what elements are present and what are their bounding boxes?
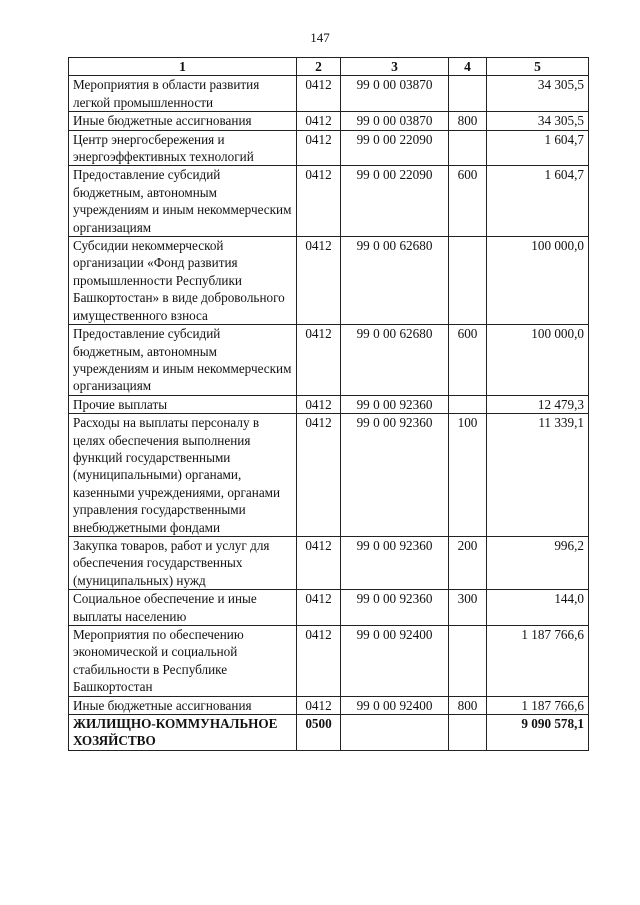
row-article-code — [341, 715, 449, 751]
row-section-code: 0412 — [297, 112, 341, 130]
row-article-code: 99 0 00 22090 — [341, 130, 449, 166]
row-name: Иные бюджетные ассигнования — [69, 112, 297, 130]
row-name: Центр энергосбережения и энергоэффективных технологий — [69, 130, 297, 166]
row-article-code: 99 0 00 92360 — [341, 536, 449, 589]
row-name: Расходы на выплаты персоналу в целях обеспечения выполнения функций государственными (муниципальными) органами, казенными учреждениями, органами управления государственными внебюджетными фондами — [69, 414, 297, 537]
row-amount: 34 305,5 — [487, 76, 589, 112]
budget-table — [68, 57, 589, 751]
table-header-row — [69, 58, 589, 76]
table-row — [69, 414, 589, 537]
header-col-1: 1 — [69, 58, 297, 76]
row-expense-type — [449, 237, 487, 325]
table-row — [69, 536, 589, 589]
table-row — [69, 237, 589, 325]
row-expense-type — [449, 395, 487, 413]
header-col-2: 2 — [297, 58, 341, 76]
row-section-code: 0412 — [297, 76, 341, 112]
row-expense-type: 100 — [449, 414, 487, 537]
row-article-code: 99 0 00 03870 — [341, 112, 449, 130]
row-name: Закупка товаров, работ и услуг для обеспечения государственных (муниципальных) нужд — [69, 536, 297, 589]
table-row — [69, 76, 589, 112]
header-col-3: 3 — [341, 58, 449, 76]
row-section-code: 0412 — [297, 536, 341, 589]
row-name: Мероприятия по обеспечению экономической и социальной стабильности в Республике Башкортостан — [69, 626, 297, 697]
table-row — [69, 696, 589, 714]
row-article-code: 99 0 00 03870 — [341, 76, 449, 112]
row-section-code: 0412 — [297, 395, 341, 413]
row-section-code: 0412 — [297, 414, 341, 537]
row-name: Предоставление субсидий бюджетным, автономным учреждениям и иным некоммерческим организациям — [69, 325, 297, 396]
table-row — [69, 130, 589, 166]
table-row — [69, 395, 589, 413]
row-section-code: 0412 — [297, 696, 341, 714]
row-amount: 12 479,3 — [487, 395, 589, 413]
row-article-code: 99 0 00 62680 — [341, 237, 449, 325]
row-expense-type — [449, 626, 487, 697]
row-amount: 1 187 766,6 — [487, 696, 589, 714]
row-name: Мероприятия в области развития легкой промышленности — [69, 76, 297, 112]
table-row — [69, 325, 589, 396]
row-section-code: 0412 — [297, 590, 341, 626]
row-name: Субсидии некоммерческой организации «Фонд развития промышленности Республики Башкортостан» в виде добровольного имущественного взноса — [69, 237, 297, 325]
header-col-4: 4 — [449, 58, 487, 76]
table-row — [69, 112, 589, 130]
table-row — [69, 166, 589, 237]
row-amount: 996,2 — [487, 536, 589, 589]
table-row — [69, 715, 589, 751]
row-amount: 100 000,0 — [487, 237, 589, 325]
row-name: ЖИЛИЩНО-КОММУНАЛЬНОЕ ХОЗЯЙСТВО — [69, 715, 297, 751]
header-col-5: 5 — [487, 58, 589, 76]
row-amount: 1 604,7 — [487, 166, 589, 237]
row-expense-type: 800 — [449, 112, 487, 130]
row-section-code: 0412 — [297, 325, 341, 396]
row-amount: 9 090 578,1 — [487, 715, 589, 751]
row-article-code: 99 0 00 92360 — [341, 395, 449, 413]
row-name: Иные бюджетные ассигнования — [69, 696, 297, 714]
row-article-code: 99 0 00 92360 — [341, 590, 449, 626]
page-number: 147 — [310, 30, 330, 45]
row-amount: 11 339,1 — [487, 414, 589, 537]
row-name: Социальное обеспечение и иные выплаты населению — [69, 590, 297, 626]
row-amount: 100 000,0 — [487, 325, 589, 396]
table-row — [69, 626, 589, 697]
row-article-code: 99 0 00 92360 — [341, 414, 449, 537]
row-expense-type: 800 — [449, 696, 487, 714]
row-article-code: 99 0 00 22090 — [341, 166, 449, 237]
row-section-code: 0412 — [297, 626, 341, 697]
row-expense-type: 200 — [449, 536, 487, 589]
row-section-code: 0412 — [297, 237, 341, 325]
row-expense-type: 300 — [449, 590, 487, 626]
row-article-code: 99 0 00 92400 — [341, 626, 449, 697]
row-amount: 144,0 — [487, 590, 589, 626]
row-expense-type — [449, 130, 487, 166]
row-section-code: 0412 — [297, 130, 341, 166]
row-name: Прочие выплаты — [69, 395, 297, 413]
row-expense-type — [449, 715, 487, 751]
row-article-code: 99 0 00 62680 — [341, 325, 449, 396]
table-body — [69, 76, 589, 750]
row-amount: 1 187 766,6 — [487, 626, 589, 697]
row-section-code: 0412 — [297, 166, 341, 237]
row-amount: 1 604,7 — [487, 130, 589, 166]
row-expense-type — [449, 76, 487, 112]
row-expense-type: 600 — [449, 325, 487, 396]
row-section-code: 0500 — [297, 715, 341, 751]
row-expense-type: 600 — [449, 166, 487, 237]
row-amount: 34 305,5 — [487, 112, 589, 130]
row-name: Предоставление субсидий бюджетным, автономным учреждениям и иным некоммерческим организациям — [69, 166, 297, 237]
table-row — [69, 590, 589, 626]
row-article-code: 99 0 00 92400 — [341, 696, 449, 714]
